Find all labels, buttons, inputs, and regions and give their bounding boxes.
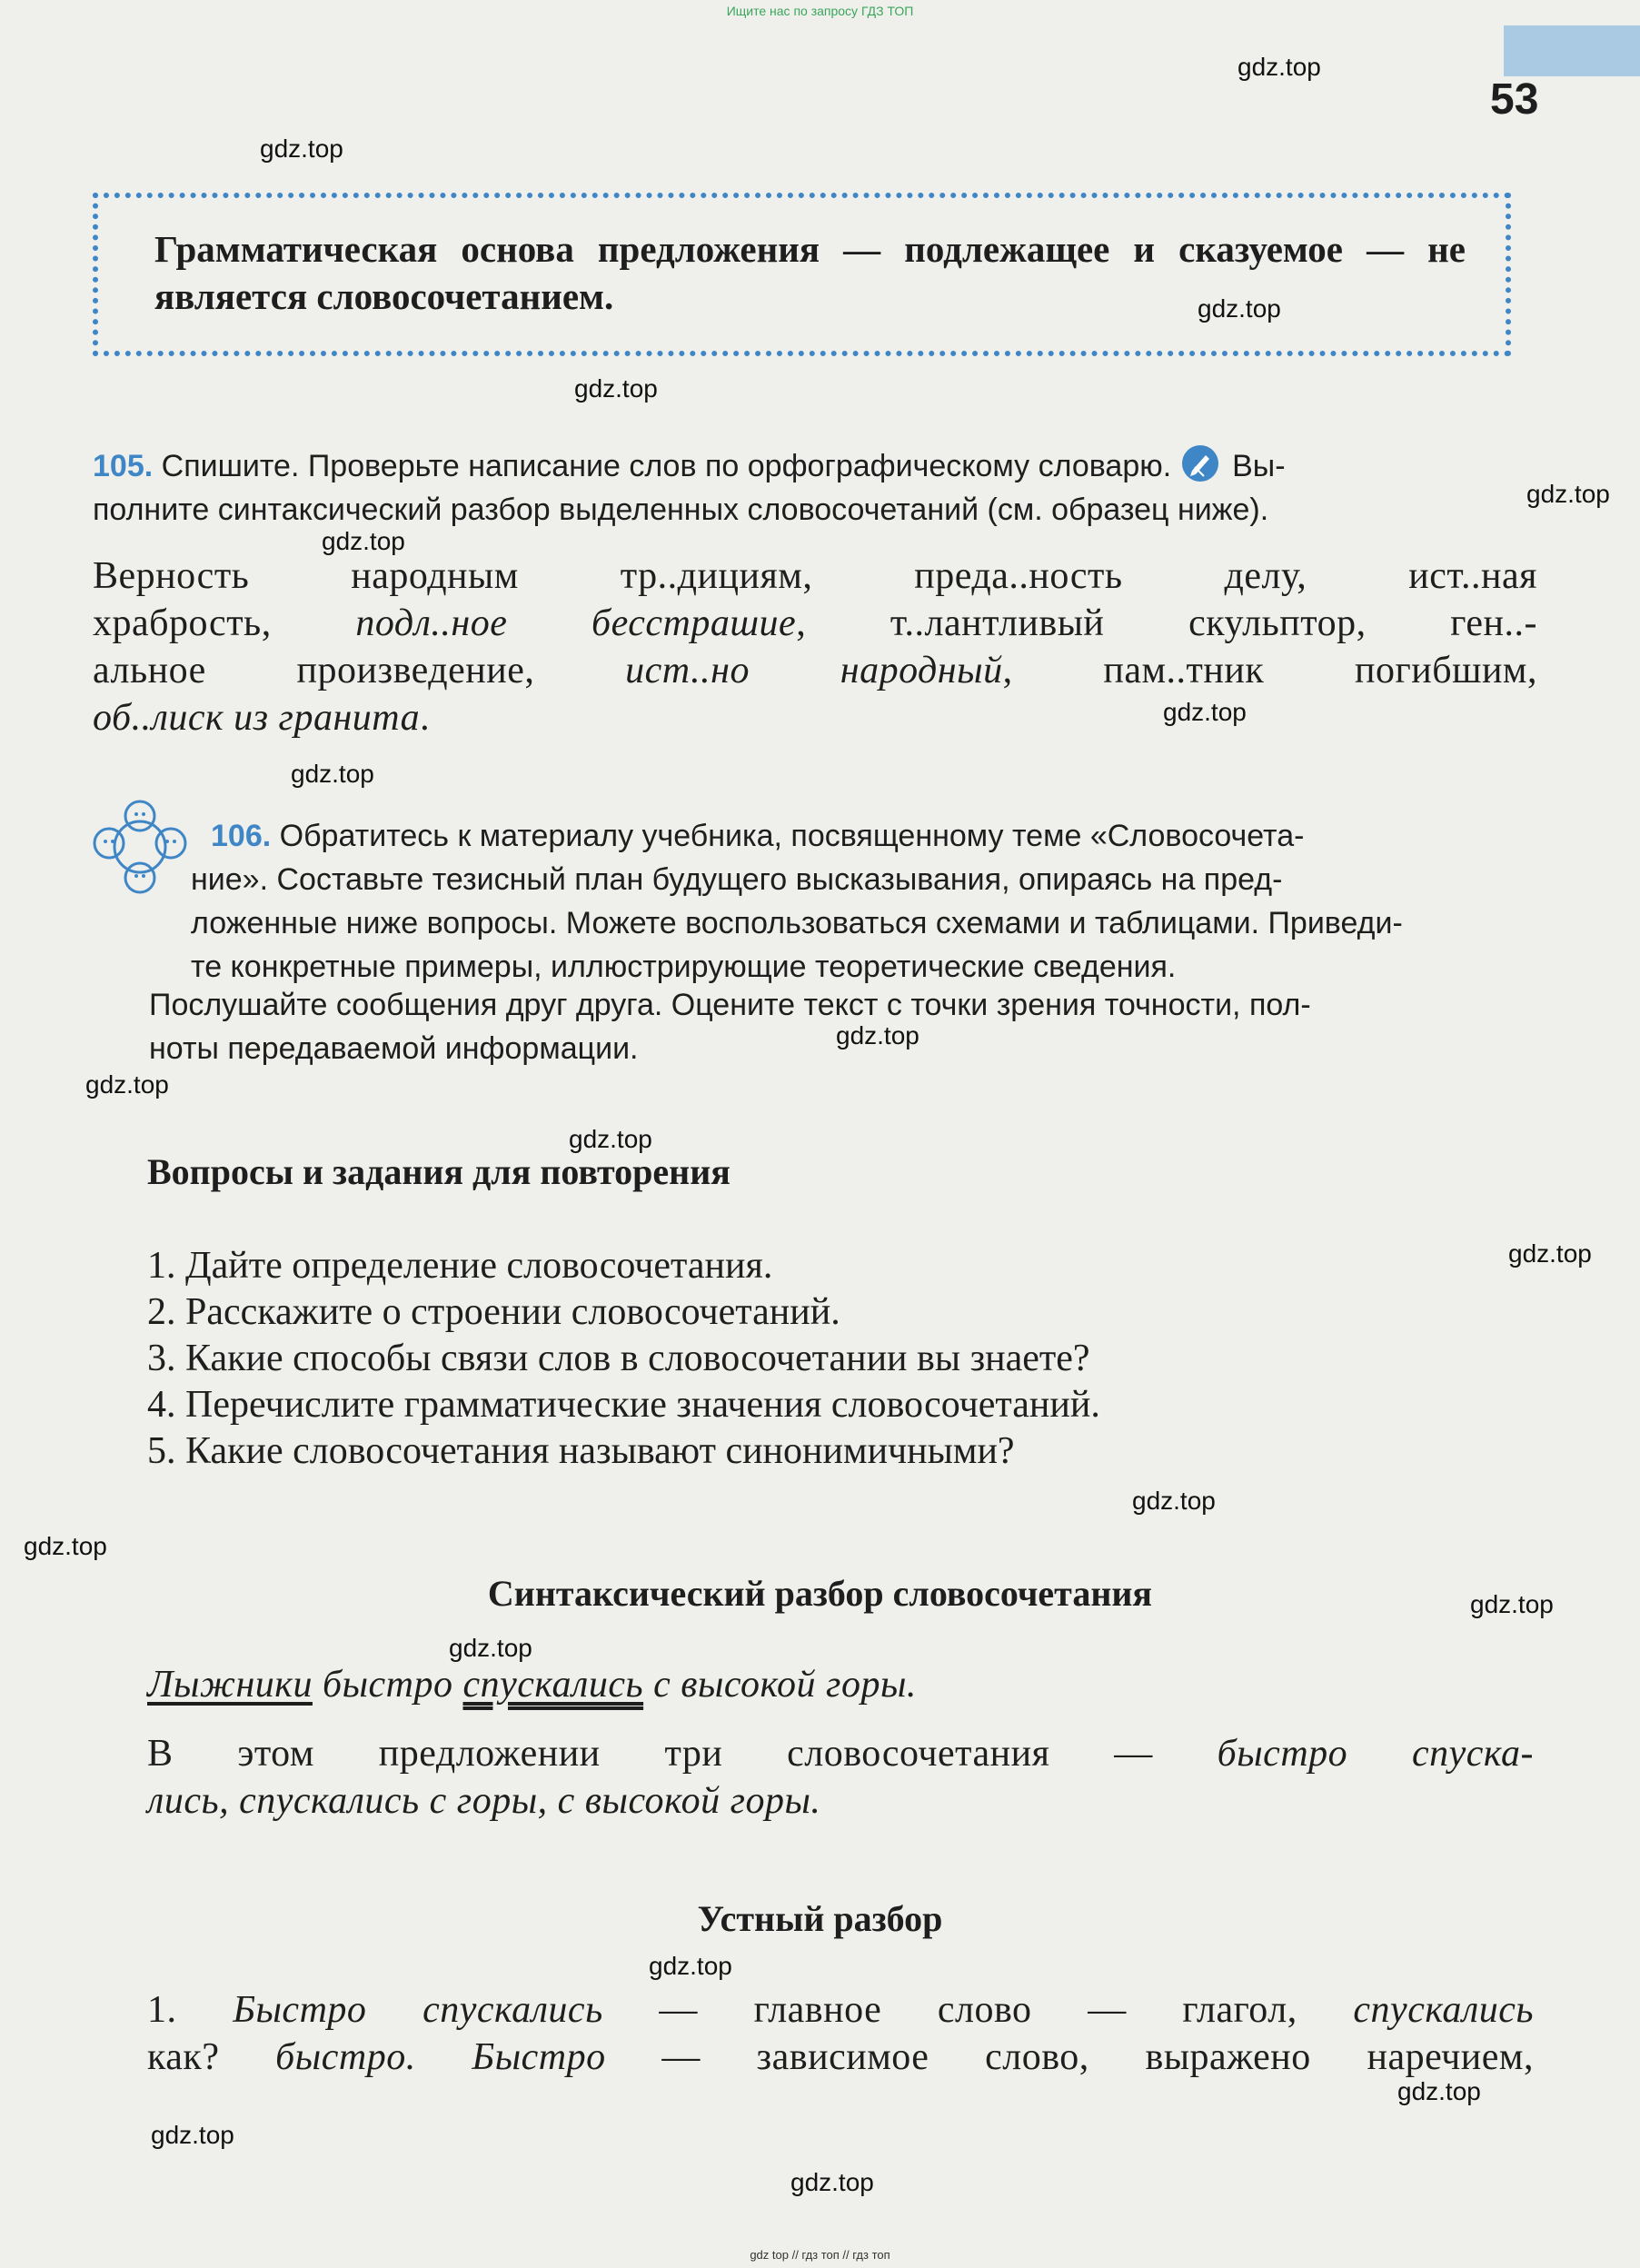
text-span: быстро <box>312 1664 463 1706</box>
watermark: gdz.top <box>85 1070 169 1099</box>
list-item: 4. Перечислите грамматические значения словосочетаний. <box>147 1384 1100 1426</box>
subject-word: Лыжники <box>147 1664 313 1706</box>
highlighted-phrase: спускались <box>1353 1989 1534 2031</box>
text-line <box>93 600 1537 647</box>
text-line: лись, спускались с горы, с высокой горы. <box>147 1780 821 1822</box>
text-span: , пам..тник погибшим, <box>1002 650 1538 691</box>
top-banner: Ищите нас по запросу ГДЗ ТОП <box>726 4 914 18</box>
task-text: Вы- <box>1232 449 1286 483</box>
text-span: , т..лантливый скульптор, ген..- <box>796 602 1537 644</box>
rule-text: Грамматическая основа предложения — подлежащее и сказуемое — не является словосочетанием. <box>154 228 1466 317</box>
text-span: с высокой горы. <box>643 1664 917 1706</box>
list-item: 5. Какие словосочетания называют синонимичными? <box>147 1430 1015 1472</box>
parsing-title: Синтаксический разбор словосочетания <box>487 1573 1153 1614</box>
watermark: gdz.top <box>1397 2077 1481 2105</box>
exercise-105-task <box>93 443 1546 532</box>
text-span: альное произведение, <box>93 650 626 691</box>
highlighted-phrase: подл..ное бесстрашие <box>355 602 797 644</box>
text-line <box>147 1986 1534 2034</box>
highlighted-phrase: Быстро спускались <box>233 1989 603 2031</box>
watermark: gdz.top <box>649 1952 732 1980</box>
task-text: Спишите. Проверьте написание слов по орфографическому словарю. <box>161 449 1172 483</box>
parsing-sentence <box>147 1661 1510 1708</box>
watermark: gdz.top <box>574 374 658 403</box>
text-span: . <box>420 697 431 739</box>
rule-box <box>93 193 1511 356</box>
watermark: gdz.top <box>1526 480 1610 508</box>
highlighted-phrase: ист..но народный <box>625 650 1003 691</box>
task-line: те конкретные примеры, иллюстрирующие теоретические сведения. <box>191 950 1177 984</box>
text-span: — главное слово — глагол, <box>602 1989 1354 2031</box>
text-span: — зависимое слово, выражено наречием, <box>605 2036 1535 2078</box>
watermark: gdz.top <box>322 527 405 555</box>
watermark: gdz.top <box>1163 698 1247 726</box>
communication-circle-icon <box>89 796 191 898</box>
highlighted-phrase: быстро. Быстро <box>275 2036 606 2078</box>
exercise-number: 105. <box>93 449 154 483</box>
highlighted-phrase: быстро спуска- <box>1217 1733 1534 1775</box>
task-line: ние». Составьте тезисный план будущего высказывания, опираясь на пред- <box>191 862 1283 897</box>
watermark: gdz.top <box>1508 1239 1592 1268</box>
task-line: ложенные ниже вопросы. Можете воспользоваться схемами и таблицами. Приведи- <box>191 906 1403 940</box>
list-item: 2. Расскажите о строении словосочетаний. <box>147 1291 840 1333</box>
text-line <box>93 552 1537 600</box>
text-span: храбрость, <box>93 602 356 644</box>
text-span: как? <box>147 2036 276 2078</box>
footer: gdz top // гдз топ // гдз топ <box>750 2248 890 2262</box>
pencil-dictionary-icon <box>1180 443 1220 483</box>
watermark: gdz.top <box>836 1021 919 1049</box>
text-line <box>147 1730 1534 1777</box>
review-questions <box>147 1243 1510 1475</box>
watermark: gdz.top <box>1132 1487 1216 1515</box>
parsing-description <box>147 1730 1534 1825</box>
exercise-number: 106. <box>211 819 272 853</box>
highlighted-phrase: об..лиск из гранита <box>93 697 421 739</box>
watermark: gdz.top <box>1198 294 1281 323</box>
text-span: Верность народным тр..дициям, преда..ность делу, ист..ная <box>93 555 1537 597</box>
list-item: 3. Какие способы связи слов в словосочетании вы знаете? <box>147 1338 1090 1379</box>
text-line <box>93 647 1537 694</box>
predicate-word: спускались <box>462 1664 644 1706</box>
exercise-106-task <box>211 814 1519 858</box>
watermark: gdz.top <box>569 1125 652 1153</box>
watermark: gdz.top <box>1470 1590 1554 1618</box>
watermark: gdz.top <box>260 134 343 163</box>
task-line: ноты передаваемой информации. <box>149 1031 639 1066</box>
watermark: gdz.top <box>1237 53 1321 81</box>
oral-parsing-text <box>147 1986 1534 2081</box>
exercise-106-task-cont <box>191 858 1536 989</box>
watermark: gdz.top <box>449 1634 532 1662</box>
corner-tab <box>1504 25 1640 76</box>
text-span: В этом предложении три словосочетания — <box>147 1733 1218 1775</box>
text-line <box>93 694 1537 741</box>
exercise-106-task-extra <box>149 983 1530 1070</box>
watermark: gdz.top <box>291 760 374 788</box>
oral-title: Устный разбор <box>697 1898 943 1939</box>
text-span: 1. <box>147 1989 234 2031</box>
task-line: Послушайте сообщения друг друга. Оцените текст с точки зрения точности, пол- <box>149 988 1311 1022</box>
review-title: Вопросы и задания для повторения <box>147 1151 731 1192</box>
task-text: Обратитесь к материалу учебника, посвященному теме «Словосочета- <box>279 819 1305 853</box>
text-line <box>147 2034 1534 2081</box>
exercise-105-text <box>93 552 1537 741</box>
watermark: gdz.top <box>151 2121 234 2149</box>
watermark: gdz.top <box>790 2168 874 2196</box>
watermark: gdz.top <box>24 1532 107 1560</box>
task-text: полните синтаксический разбор выделенных словосочетаний (см. образец ниже). <box>93 492 1269 527</box>
list-item: 1. Дайте определение словосочетания. <box>147 1245 773 1287</box>
page-number: 53 <box>1490 75 1539 124</box>
